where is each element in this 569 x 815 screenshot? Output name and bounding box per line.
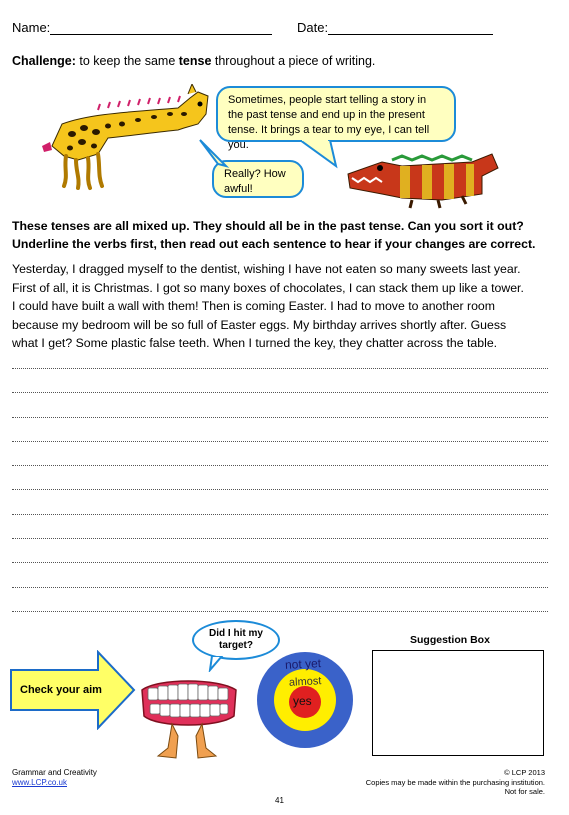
instructions — [12, 217, 562, 253]
target-ring-inner-label: yes — [293, 694, 312, 708]
chattering-teeth-illustration — [138, 676, 240, 766]
footer-copyright: © LCP 2013 — [504, 768, 545, 777]
writing-line[interactable] — [12, 368, 548, 369]
target-ring-middle-label: almost — [288, 675, 322, 689]
challenge-emphasis: tense — [178, 54, 212, 68]
writing-line[interactable] — [12, 465, 548, 466]
date-line[interactable] — [328, 34, 493, 35]
check-aim-label: Check your aim — [20, 684, 102, 696]
teeth-speech-text: Did I hit my target? — [209, 628, 263, 651]
writing-line[interactable] — [12, 392, 548, 393]
date-label: Date: — [297, 20, 329, 35]
writing-line[interactable] — [12, 489, 548, 490]
challenge-text-end: throughout a piece of writing. — [211, 54, 376, 68]
writing-line[interactable] — [12, 514, 548, 515]
challenge-line — [12, 54, 375, 68]
passage-line: First of all, it is Christmas. I got so many boxes of chocolates, I can stack them up like a tower. — [12, 280, 524, 295]
writing-line[interactable] — [12, 587, 548, 588]
crocodile-speech-text: Really? How awful! — [224, 168, 286, 195]
passage — [12, 260, 564, 353]
suggestion-box-title: Suggestion Box — [410, 634, 490, 646]
footer-title: Grammar and Creativity — [12, 768, 97, 777]
writing-line[interactable] — [12, 417, 548, 418]
passage-line: I could have built a wall with them! Then is coming Easter. I had to move to another room — [12, 299, 496, 314]
passage-line: what I get? Some plastic false teeth. When I turned the key, they chatter across the table. — [12, 336, 498, 351]
teeth-bubble-tail — [208, 656, 228, 672]
writing-line[interactable] — [12, 441, 548, 442]
target-ring-outer-label: not yet — [284, 656, 322, 672]
crocodile-bubble-tail — [196, 138, 230, 168]
instruction-line-1: These tenses are all mixed up. They should all be in the past tense. Can you sort it out? — [12, 219, 524, 233]
footer-copy-note: Copies may be made within the purchasing institution. — [365, 778, 545, 787]
challenge-text: to keep the same — [75, 54, 179, 68]
giraffe-illustration — [38, 84, 218, 194]
giraffe-speech-bubble — [216, 86, 456, 151]
name-label: Name: — [12, 20, 51, 35]
challenge-label: Challenge: — [12, 54, 76, 68]
passage-line: because my bedroom will be so full of Easter eggs. My birthday arrives shortly after. Guess — [12, 317, 507, 332]
suggestion-box[interactable] — [372, 650, 544, 756]
name-line[interactable] — [50, 34, 272, 35]
instruction-line-2: Underline the verbs first, then read out each sentence to hear if your changes are correct. — [12, 237, 536, 251]
writing-line[interactable] — [12, 562, 548, 563]
footer-link[interactable]: www.LCP.co.uk — [12, 778, 67, 787]
crocodile-illustration — [342, 148, 502, 210]
giraffe-speech-text: Sometimes, people start telling a story in the past tense and end up in the present tense. It brings a tear to my eye, I can tell you. — [228, 94, 430, 151]
page-number: 41 — [275, 796, 284, 805]
writing-line[interactable] — [12, 611, 548, 612]
passage-line: Yesterday, I dragged myself to the dentist, wishing I have not eaten so many sweets last year. — [12, 262, 521, 276]
giraffe-bubble-tail — [300, 140, 340, 170]
date-field — [297, 20, 493, 35]
footer-not-for-sale: Not for sale. — [504, 787, 545, 796]
writing-line[interactable] — [12, 538, 548, 539]
name-field — [12, 20, 272, 35]
